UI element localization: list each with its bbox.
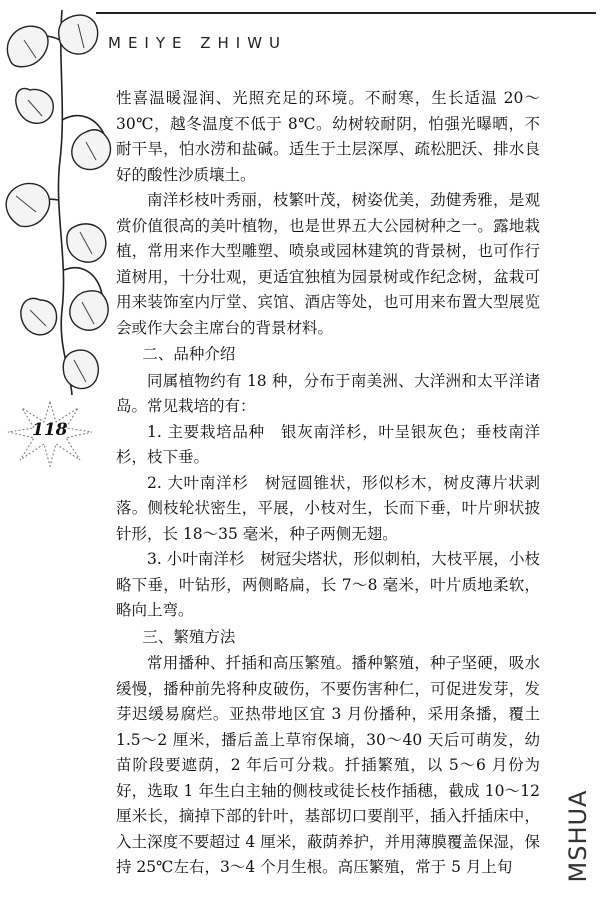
paragraph: 南洋杉枝叶秀丽，枝繁叶茂，树姿优美，劲健秀雅，是观赏价值很高的美叶植物，也是世界五大公园树种之一。露地栽植，常用来作大型雕塑、喷泉或园林建筑的背景树，也可作行道树用，十分壮观，更适宜独植为园景树或作纪念树，盆栽可用来装饰室内厅堂、宾馆、酒店等处，也可用来布置大型展览会或作大会主席台的背景材料。 xyxy=(116,191,540,337)
page-number-badge xyxy=(6,398,94,468)
page-number: 118 xyxy=(32,420,68,440)
floral-ornament-icon xyxy=(0,0,118,400)
paragraph: 2. 大叶南洋杉 树冠圆锥状，形似杉木，树皮薄片状剥落。侧枝轮状密生，平展，小枝对生，长而下垂，叶片卵状披针形，长 18～35 毫米，种子两侧无翅。 xyxy=(116,473,540,543)
paragraph: 同属植物约有 18 种，分布于南美洲、大洋洲和太平洋诸岛。常见栽培的有： xyxy=(116,371,540,415)
paragraph: 性喜温暖湿润、光照充足的环境。不耐寒，生长适温 20～30℃，越冬温度不低于 8℃。幼树较耐阴，怕强光曝晒，不耐干旱，怕水涝和盐碱。适生于土层深厚、疏松肥沃、排水良好的酸性沙质壤土。 xyxy=(116,89,540,184)
top-rule xyxy=(96,12,596,14)
watermark-text: MSHUA xyxy=(564,789,592,883)
paragraph: 常用播种、扦插和高压繁殖。播种繁殖，种子坚硬，吸水缓慢，播种前先将种皮破伤，不要伤害种仁，可促进发芽，发芽迟缓易腐烂。亚热带地区宜 3 月份播种，采用条播，覆土 1.5～2 厘米，播后盖上草帘保墒，30～40 天后可萌发，幼苗阶段要遮荫，2 年后可分栽。扦插繁殖，以 5～6 月份为好，选取 1 年生白主轴的侧枝或徒长枝作插穗，截成 10～12 厘米长，摘掉下部的针叶，基部切口要削平，插入扦插床中，入土深度不要超过 4 厘米，蔽荫养护，并用薄膜覆盖保湿，保持 25℃左右，3～4 个月生根。高压繁殖，常于 5 月上旬 xyxy=(116,654,540,876)
body-text xyxy=(116,86,540,881)
section-heading: 三、繁殖方法 xyxy=(142,627,236,646)
watermark xyxy=(558,786,598,886)
running-header: MEIYE ZHIWU xyxy=(108,34,288,52)
paragraph: 1. 主要栽培品种 银灰南洋杉，叶呈银灰色；垂枝南洋杉，枝下垂。 xyxy=(116,422,540,466)
paragraph: 3. 小叶南洋杉 树冠尖塔状，形似刺柏，大枝平展，小枝略下垂，叶钻形，两侧略扁，长 7～8 毫米，叶片质地柔软，略向上弯。 xyxy=(116,550,540,619)
section-heading: 二、品种介绍 xyxy=(142,345,236,363)
